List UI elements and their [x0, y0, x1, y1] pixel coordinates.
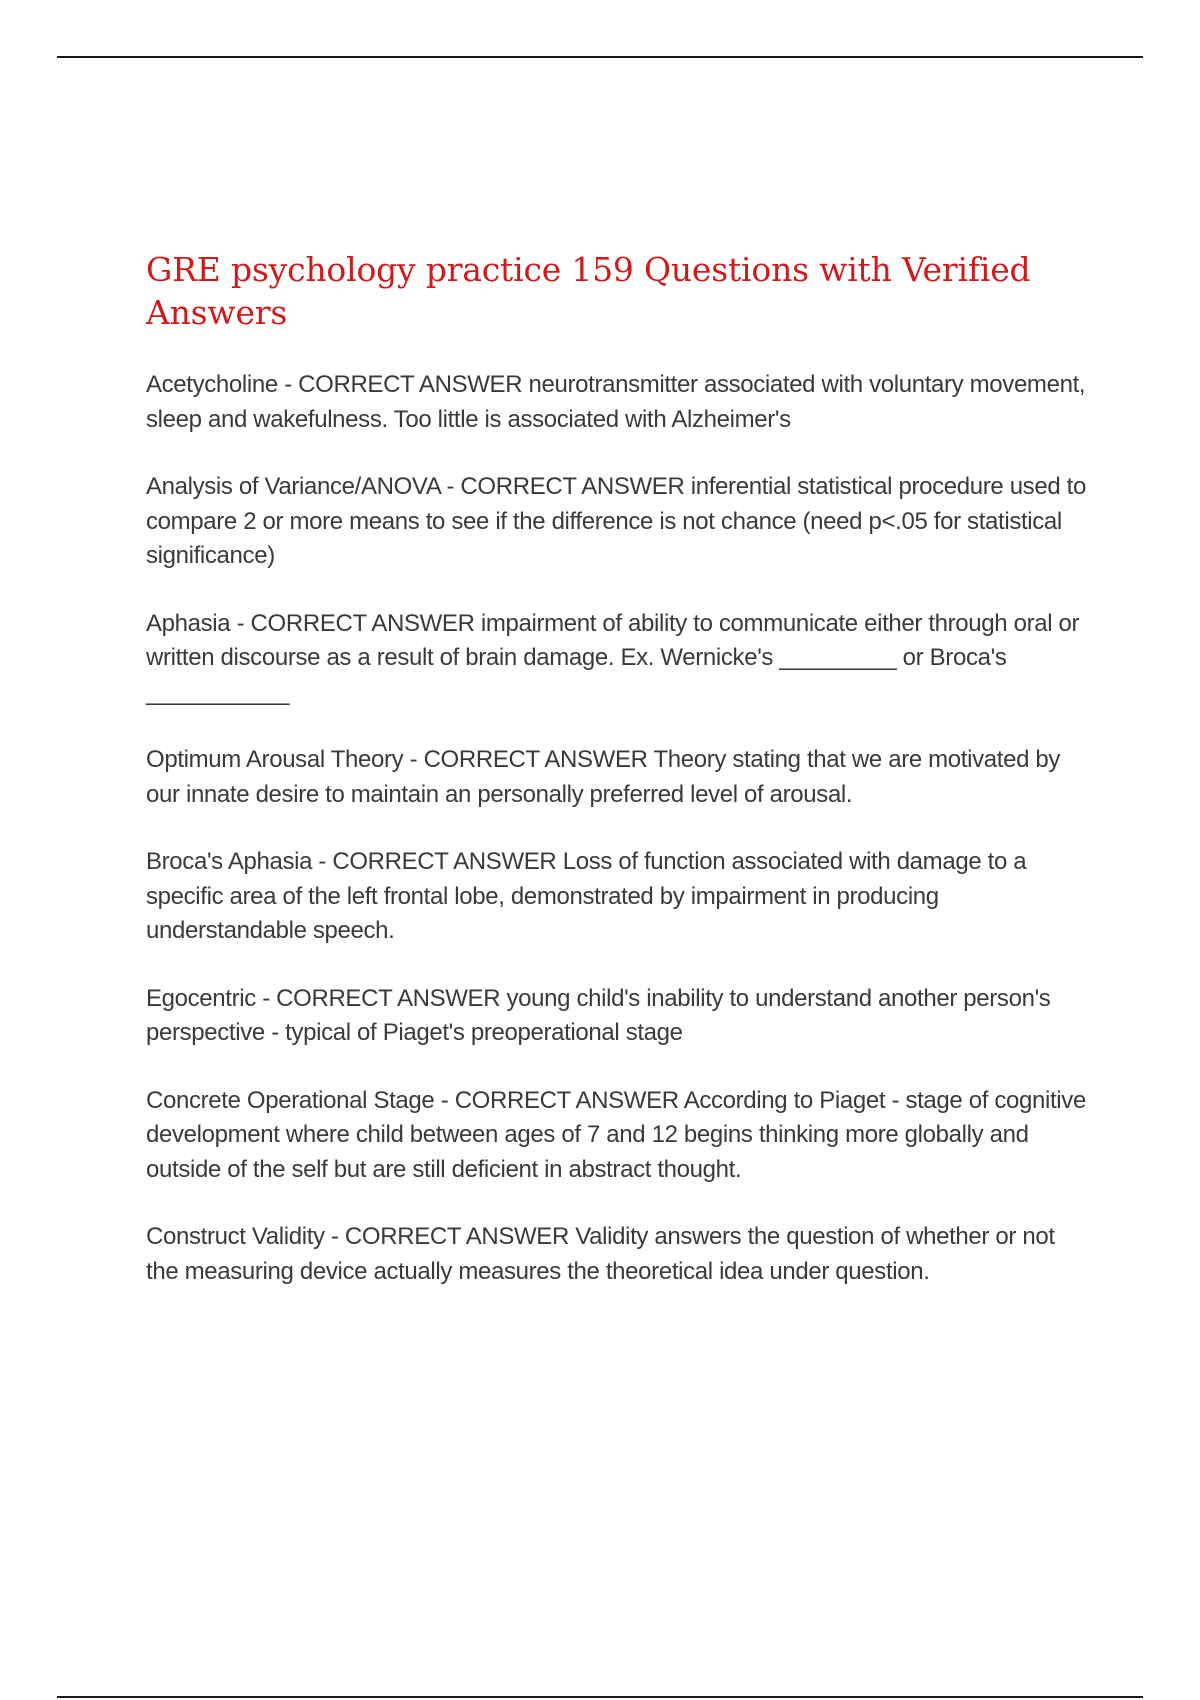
document-body	[146, 248, 1090, 1322]
document-title: GRE psychology practice 159 Questions with Verified Answers	[146, 250, 1031, 332]
qa-entry: Construct Validity - CORRECT ANSWER Validity answers the question of whether or not the measuring device actually measures the theoretical idea under question.	[146, 1223, 1055, 1285]
qa-entry: Concrete Operational Stage - CORRECT ANSWER According to Piaget - stage of cognitive development where child between ages of 7 and 12 begins thinking more globally and outside of the self but are still deficient in abstract thought.	[146, 1086, 1086, 1183]
qa-entry: Broca's Aphasia - CORRECT ANSWER Loss of function associated with damage to a specific area of the left frontal lobe, demonstrated by impairment in producing understandable speech.	[146, 848, 1027, 944]
header-rule	[57, 56, 1143, 58]
qa-entry: Aphasia - CORRECT ANSWER impairment of ability to communicate either through oral or written discourse as a result of brain damage. Ex. Wernicke's _________ or Broca's ___________	[146, 609, 1080, 706]
footer-rule	[57, 1696, 1143, 1698]
qa-entry: Egocentric - CORRECT ANSWER young child's inability to understand another person's perspective - typical of Piaget's preoperational stage	[146, 984, 1051, 1046]
qa-entry: Analysis of Variance/ANOVA - CORRECT ANSWER inferential statistical procedure used to compare 2 or more means to see if the difference is not chance (need p<.05 for statistical significance)	[146, 473, 1086, 569]
qa-entry: Optimum Arousal Theory - CORRECT ANSWER Theory stating that we are motivated by our innate desire to maintain an personally preferred level of arousal.	[146, 746, 1061, 808]
qa-entry: Acetycholine - CORRECT ANSWER neurotransmitter associated with voluntary movement, sleep and wakefulness. Too little is associated with Alzheimer's	[146, 371, 1086, 433]
